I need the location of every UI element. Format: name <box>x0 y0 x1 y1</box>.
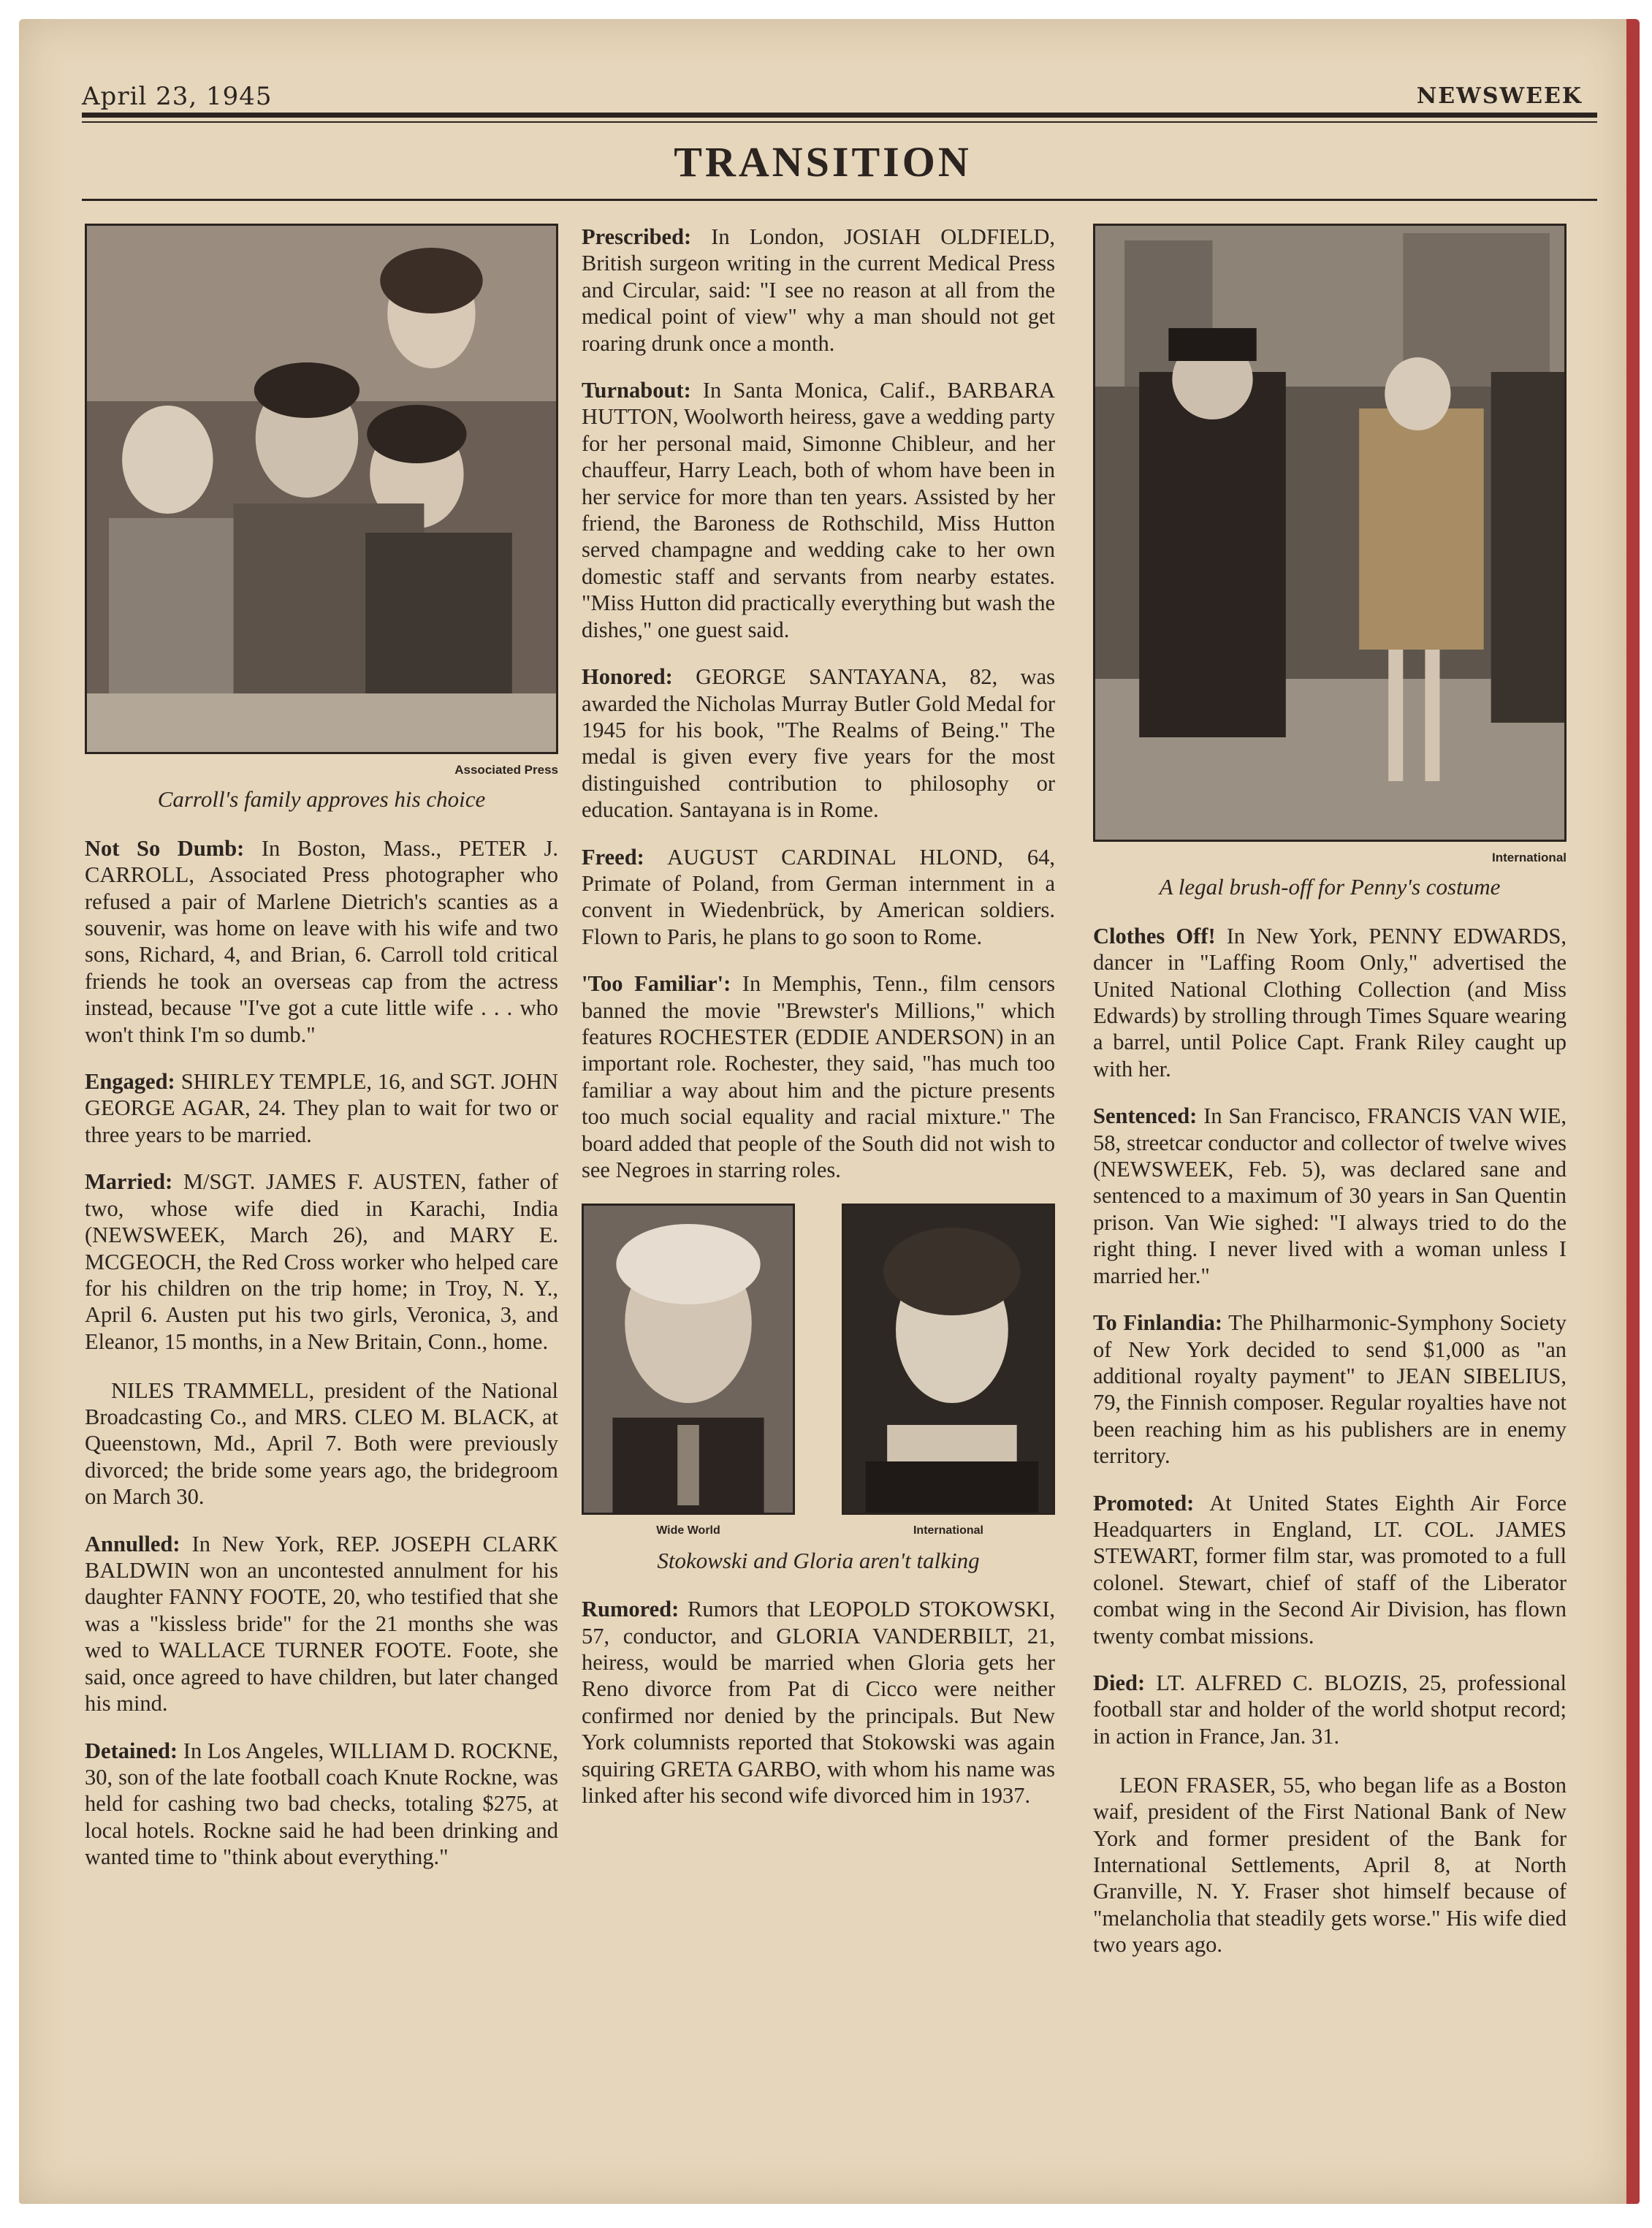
portrait-woman-icon <box>842 1204 1055 1515</box>
photo-credit: International <box>1491 851 1567 864</box>
photo-credit: Associated Press <box>454 763 558 777</box>
item-text: In Memphis, Tenn., film censors banned the movie "Brewster's Millions," which features ROCHESTER (EDDIE ANDERSON) in an important role. Rochester, they said, "has much too familiar a way about him and the picture presents too much social equality and racial mixture." The board added that people of the South did not wish to see Negroes in starring roles. <box>582 971 1055 1182</box>
portrait-caption: Stokowski and Gloria aren't talking <box>657 1547 980 1573</box>
item-text: In New York, REP. JOSEPH CLARK BALDWIN won an uncontested annulment for his daughter FANNY FOOTE, 20, who testified that she was a "kissless bride" for the 21 months she was wed to WALLACE TURNER FOOTE. Foote, she said, once agreed to have children, but later changed his mind. <box>85 1531 558 1716</box>
magazine-page <box>19 19 1640 2204</box>
item-text: Rumors that LEOPOLD STOKOWSKI, 57, conductor, and GLORIA VANDERBILT, 21, heiress, would be married when Gloria gets her Reno divorce from Pat di Cicco were neither confirmed nor denied by the principals. But New York columnists reported that Stokowski was again squiring GRETA GARBO, with whom his name was linked after his second wife divorced him in 1937. <box>582 1597 1055 1809</box>
street-scene-icon <box>1093 224 1567 842</box>
family-photo-icon <box>85 224 558 754</box>
news-item-married <box>85 1168 558 1355</box>
item-label: Detained: <box>85 1738 178 1763</box>
news-item-engaged <box>85 1068 558 1148</box>
item-text: SHIRLEY TEMPLE, 16, and SGT. JOHN GEORGE AGAR, 24. They plan to wait for two or three years to be married. <box>85 1069 558 1147</box>
item-label: Married: <box>85 1169 173 1195</box>
item-label: To Finlandia: <box>1093 1310 1223 1336</box>
news-item-to-finlandia <box>1093 1309 1567 1469</box>
news-item-rumored <box>582 1596 1055 1809</box>
issue-date: April 23, 1945 <box>82 82 273 111</box>
portrait-pair <box>582 1204 1055 1544</box>
photo-caption: Carroll's family approves his choice <box>157 786 486 813</box>
item-text: In San Francisco, FRANCIS VAN WIE, 58, streetcar conductor and collector of twelve wives (NEWSWEEK, Feb. 5), was declared sane and sentenced to a maximum of 30 years in San Quentin prison. Van Wie sighed: "I always tried to do the right thing. I never lived with a woman unless I married her." <box>1093 1103 1567 1288</box>
item-label: Sentenced: <box>1093 1103 1198 1129</box>
news-item-too-familiar <box>582 970 1055 1183</box>
news-item-promoted <box>1093 1490 1567 1649</box>
photo-credit-left: Wide World <box>656 1524 720 1537</box>
item-text: In New York, PENNY EDWARDS, dancer in "Laffing Room Only," advertised the United National Clothing Collection (and Miss Edwards) by strolling through Times Square wearing a barrel, until Police Capt. Frank Riley caught up with her. <box>1093 923 1567 1081</box>
item-label: Honored: <box>582 664 673 690</box>
section-rule <box>82 199 1597 201</box>
item-label: Clothes Off! <box>1093 923 1216 948</box>
item-text: In Los Angeles, WILLIAM D. ROCKNE, 30, son of the late football coach Knute Rockne, was held for cashing two bad checks, totaling $275, at local hotels. Rockne said he had been drinking and wanted time to "think about everything." <box>85 1738 558 1870</box>
item-label: 'Too Familiar': <box>582 971 731 997</box>
news-item-detained <box>85 1738 558 1871</box>
item-text: LT. ALFRED C. BLOZIS, 25, professional football star and holder of the world shotput record; in action in France, Jan. 31. <box>1093 1670 1567 1749</box>
portrait-left <box>582 1204 795 1544</box>
magazine-name: NEWSWEEK <box>1416 83 1583 109</box>
news-item-died <box>1093 1670 1567 1749</box>
section-title: TRANSITION <box>674 138 972 186</box>
portrait-man-icon <box>582 1204 795 1515</box>
news-item-not-so-dumb <box>85 835 558 1048</box>
item-text: In Santa Monica, Calif., BARBARA HUTTON, Woolworth heiress, gave a wedding party for her personal maid, Simonne Chibleur, and her chauffeur, Harry Leach, both of whom have been in her service for more than ten years. Assisted by her friend, the Baroness de Rothschild, Miss Hutton served champagne and wedding cake to her own domestic staff and servants from nearby estates. "Miss Hutton did practically everything but wash the dishes," one guest said. <box>582 378 1055 642</box>
item-text: The Philharmonic-Symphony Society of New York decided to send $1,000 as "an additional royalty payment" to JEAN SIBELIUS, 79, the Finnish composer. Regular royalties have not been reaching him as his publishers are in enemy territory. <box>1093 1310 1567 1469</box>
column-1 <box>85 224 558 1891</box>
item-text: In Boston, Mass., PETER J. CARROLL, Associated Press photographer who refused a pair of Marlene Dietrich's scanties as a souvenir, was home on leave with his wife and two sons, Richard, 4, and Brian, 6. Carroll told critical friends he took an overseas cap from the actress instead, because "I've got a cute little wife . . . who won't think I'm so dumb." <box>85 835 558 1047</box>
item-text: In London, JOSIAH OLDFIELD, British surgeon writing in the current Medical Press and Circular, said: "I see no reason at all from the medical point of view" why a man should not get roaring drunk once a month. <box>582 224 1055 356</box>
portrait-right <box>842 1204 1055 1544</box>
news-item-clothes-off <box>1093 923 1567 1082</box>
item-label: Freed: <box>582 844 644 870</box>
item-label: Turnabout: <box>582 378 691 403</box>
item-label: Prescribed: <box>582 224 692 249</box>
item-text: At United States Eighth Air Force Headquarters in England, LT. COL. JAMES STEWART, former film star, was promoted to a full colonel. Stewart, chief of staff of the Liberator combat wing in the Second Air Division, has flown twenty combat missions. <box>1093 1490 1567 1649</box>
item-text: AUGUST CARDINAL HLOND, 64, Primate of Poland, from German internment in a convent in Wiedenbrück, by American soldiers. Flown to Paris, he plans to go soon to Rome. <box>582 844 1055 949</box>
item-label: Rumored: <box>582 1597 680 1622</box>
item-label: Not So Dumb: <box>85 835 245 861</box>
news-item-honored <box>582 664 1055 823</box>
item-label: Promoted: <box>1093 1490 1195 1516</box>
news-item-turnabout <box>582 377 1055 643</box>
news-item-married-cont: NILES TRAMMELL, president of the National Broadcasting Co., and MRS. CLEO M. BLACK, at Queenstown, Md., April 7. Both were previously divorced; the bride some years ago, the bridegroom on March 30. <box>85 1377 558 1510</box>
news-item-annulled <box>85 1531 558 1717</box>
photo-credit-right: International <box>913 1524 983 1537</box>
column-2 <box>582 224 1055 1829</box>
header-rule <box>82 113 1597 118</box>
header-rule-thin <box>82 121 1597 123</box>
news-item-died-cont: LEON FRASER, 55, who began life as a Boston waif, president of the First National Bank of New York and former president of the Bank for International Settlements, April 8, at North Granville, N. Y. Fraser shot himself because of "melancholia that steadily gets worse." His wife died two years ago. <box>1093 1772 1567 1958</box>
column-3 <box>1093 224 1567 1979</box>
item-label: Engaged: <box>85 1069 175 1095</box>
news-item-sentenced <box>1093 1103 1567 1289</box>
news-item-prescribed <box>582 224 1055 357</box>
item-label: Died: <box>1093 1670 1146 1695</box>
item-label: Annulled: <box>85 1531 180 1556</box>
item-text: M/SGT. JAMES F. AUSTEN, father of two, whose wife died in Karachi, India (NEWSWEEK, March 26), and MARY E. MCGEOCH, the Red Cross worker who helped care for his children on the trip home; in Troy, N. Y., April 6. Austen put his two girls, Veronica, 3, and Eleanor, 15 months, in a New Britain, Conn., home. <box>85 1169 558 1354</box>
item-text: GEORGE SANTAYANA, 82, was awarded the Nicholas Murray Butler Gold Medal for 1945 for his book, "The Realms of Being." The medal is given every five years for the most distinguished contribution to philosophy or education. Santayana is in Rome. <box>582 664 1055 823</box>
photo-caption: A legal brush-off for Penny's costume <box>1159 874 1501 900</box>
news-item-freed <box>582 844 1055 951</box>
